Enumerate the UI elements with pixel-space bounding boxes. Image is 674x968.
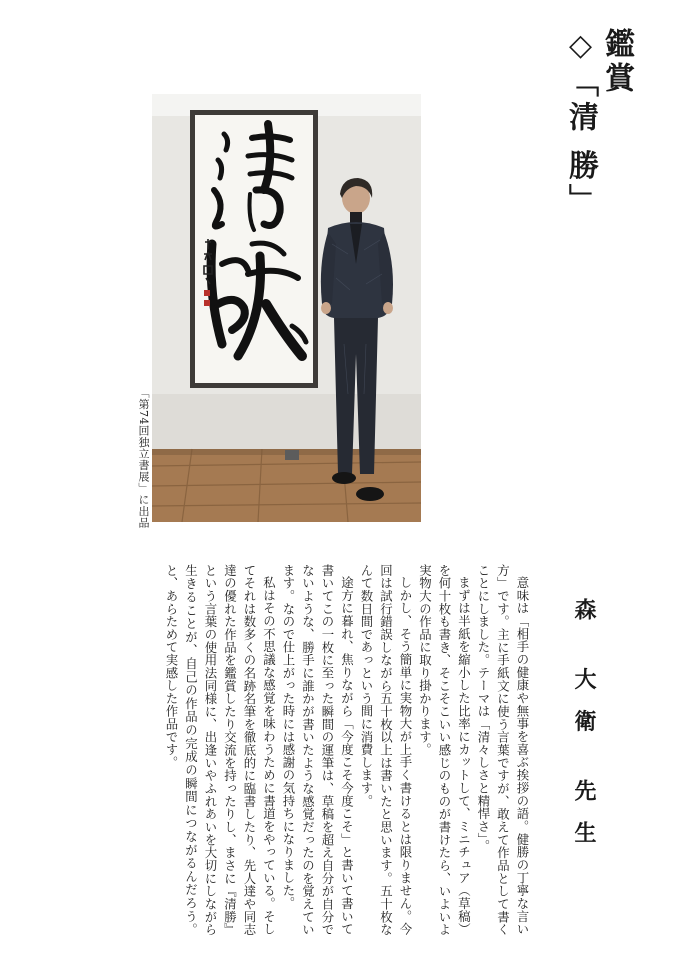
calligraphy-scroll: [190, 110, 318, 388]
body-paragraph: しかし、そう簡単に実物大が上手く書けるとは限りません。今回は試行錯誤しながら五十枚以上は書いたと思います。五十枚なんて数日間であっという間に消費します。: [359, 564, 413, 936]
photo-caption: 「第74回独立書展」に出品: [137, 387, 150, 529]
body-paragraph: 意味は「相手の健康や無事を喜ぶ挨拶の語。健勝の丁寧な言い方」です。主に手紙文に使う言葉ですが、敢えて作品として書くことにしました。テーマは「清々しさと精悍さ」。: [476, 564, 530, 936]
author-name: 森 大衛 先生: [571, 598, 596, 864]
article-title: [563, 28, 634, 298]
body-paragraph: まずは半紙を縮小した比率にカットして、ミニチュア（草稿）を何十枚も書き、そこそこいい感じのものが書けたら、いよいよ実物大の作品に取り掛かります。: [417, 564, 472, 936]
body-paragraph: 私はその不思議な感覚を味わうために書道をやっている。そしてそれは数多くの名跡名筆を徹底的に臨書したり、先人達や同志達の優れた作品を鑑賞したり交流を持ったりし、まさに『清勝』という言葉の使用法同様に、出逢いやふれあいを大切にしながら生きることが、自己の作品の完成の瞬間につながるんだろう。と、あらためて実感した作品です。: [164, 564, 277, 936]
section-label: 鑑賞: [599, 28, 634, 96]
article-body: [52, 564, 532, 936]
exhibition-photo: [152, 94, 421, 522]
work-title: ◇「清 勝」: [563, 28, 598, 218]
body-paragraph: 途方に暮れ、焦りながら「今度こそ今度こそ」と書いて書いて書いてこの一枚に至った瞬間の運筆は、草稿を超え自分が自分でないような、勝手に誰かが書いたような感覚だったのを覚えています。なので仕上がった時には感謝の気持ちになりました。: [281, 564, 355, 936]
